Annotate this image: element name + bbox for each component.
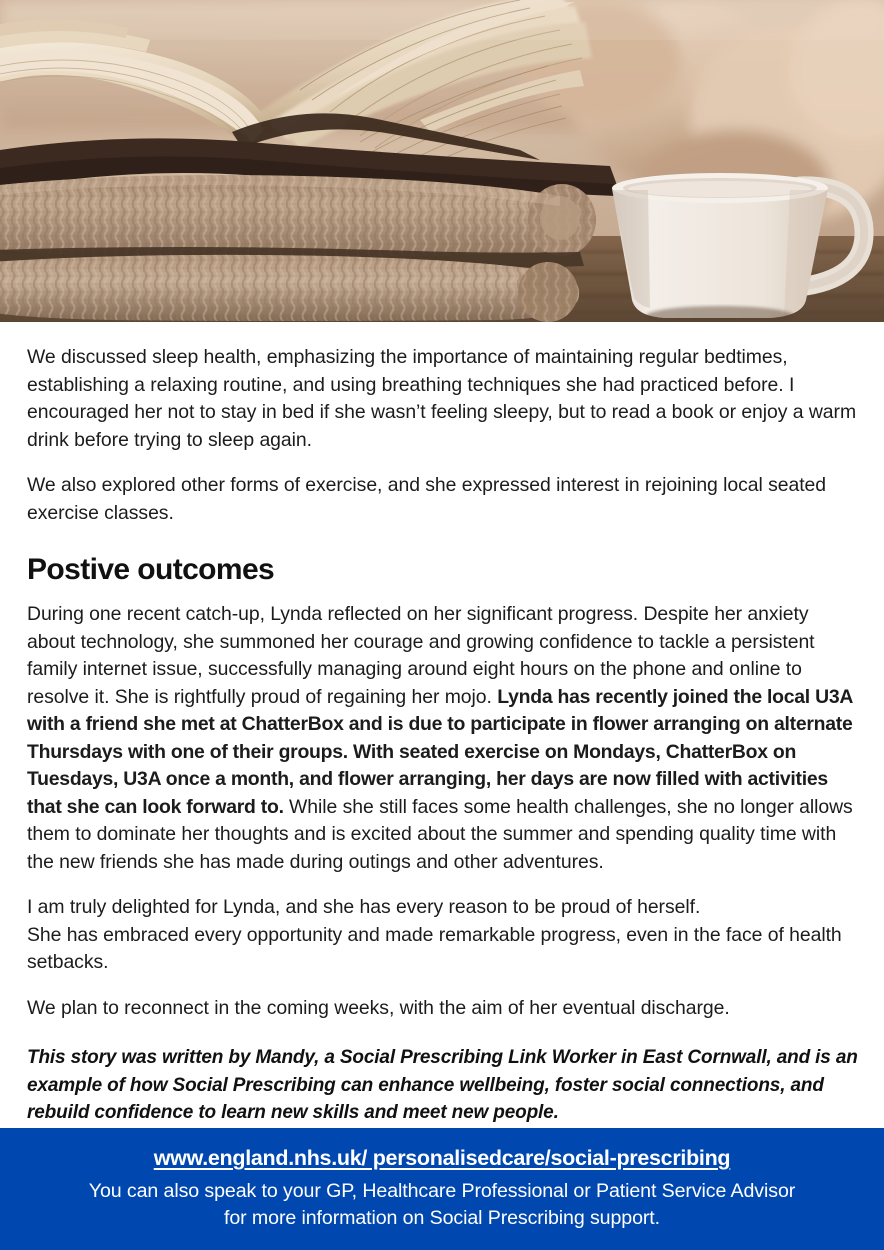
outcomes-highlight-text: Lynda has recently joined the local U3A with a friend she met at ChatterBox and is due to participate in flower arranging on alternate Thursdays with one of their groups. With seated exercise on Mondays, ChatterBox on Tuesdays, U3A once a month, and flower arranging, her days are now filled with activities that she can look forward to. [27,685,853,818]
paragraph-sleep-health: We discussed sleep health, emphasizing the importance of maintaining regular bedtimes, establishing a relaxing routine, and using breathing techniques she had practiced before. I encouraged her not to stay in bed if she wasn’t feeling sleepy, but to read a book or enjoy a warm drink before trying to sleep again. [27,346,857,451]
closing-line-2: She has embraced every opportunity and made remarkable progress, even in the face of health setbacks. [27,923,842,973]
story-attribution: This story was written by Mandy, a Social Prescribing Link Worker in East Cornwall, and is an example of how Social Prescribing can enhance wellbeing, foster social connections, and rebuild confidence to learn new skills and meet new people. [27,1047,858,1123]
footer-subtext-line-1: You can also speak to your GP, Healthcare Professional or Patient Service Advisor [88,1180,796,1202]
paragraph-exercise: We also explored other forms of exercise, and she expressed interest in rejoining local seated exercise classes. [27,474,827,524]
paragraph-outcomes [27,601,860,876]
outcomes-intro-text: During one recent catch-up, Lynda reflected on her significant progress. Despite her anxiety about technology, she summoned her courage and growing confidence to tackle a persistent family internet issue, successfully managing around eight hours on the phone and online to resolve it. She is rightfully proud of regaining her mojo. [27,603,815,708]
article-body [0,322,884,1128]
closing-line-1: I am truly delighted for Lynda, and she has every reason to be proud of herself. [27,896,701,918]
page-title-positive-outcomes: Postive outcomes [27,553,275,586]
paragraph-group-closing [27,894,860,977]
paragraph-reconnect: We plan to reconnect in the coming weeks, with the aim of her eventual discharge. [27,996,730,1019]
footer-subtext-line-2: for more information on Social Prescribing support. [224,1207,660,1229]
social-prescribing-url-link[interactable]: www.england.nhs.uk/ personalisedcare/social-prescribing [153,1146,731,1170]
outcomes-tail-text: While she still faces some health challenges, she no longer allows them to dominate her thoughts and is excited about the summer and spending quality time with the new friends she has made during outings and other adventures. [27,795,853,873]
footer-subtext [20,1178,864,1232]
hero-illustration [0,0,884,322]
footer-banner [0,1128,884,1250]
hero-photo [0,0,884,322]
